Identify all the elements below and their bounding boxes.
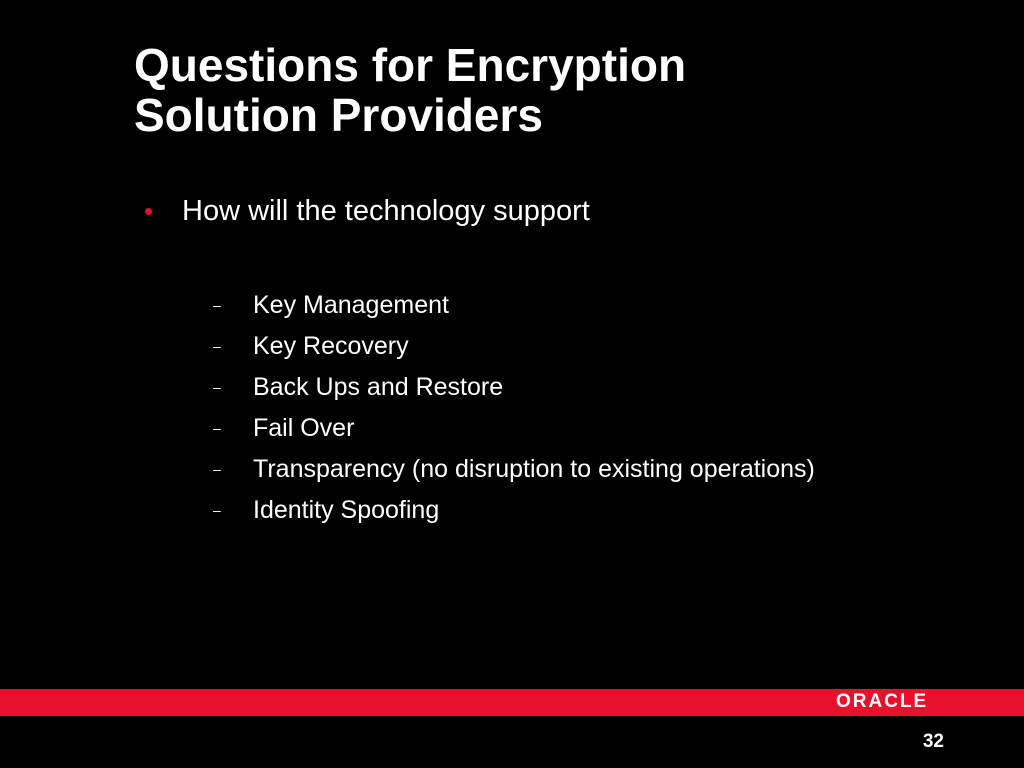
list-item-text: Back Ups and Restore xyxy=(253,373,504,401)
list-item-text: Transparency (no disruption to existing operations) xyxy=(253,455,815,483)
list-item xyxy=(213,326,815,367)
dash-bullet-icon: – xyxy=(213,379,221,395)
list-item xyxy=(213,367,815,408)
dash-bullet-icon: – xyxy=(213,338,221,354)
red-dot-bullet-icon: • xyxy=(144,196,154,226)
page-number: 32 xyxy=(922,731,944,752)
title-line-2: Solution Providers xyxy=(134,89,543,141)
list-item-text: Key Management xyxy=(253,291,449,319)
list-item-text: Identity Spoofing xyxy=(253,496,440,524)
list-item-text: Fail Over xyxy=(253,414,355,442)
dash-bullet-icon: – xyxy=(213,461,221,477)
list-item xyxy=(213,408,815,449)
dash-bullet-icon: – xyxy=(213,502,221,518)
title-line-1: Questions for Encryption xyxy=(134,39,687,91)
oracle-logo: ORACLE xyxy=(836,691,929,712)
main-bullet xyxy=(144,193,590,229)
subitem-list xyxy=(213,285,815,531)
list-item xyxy=(213,490,815,531)
main-bullet-text: How will the technology support xyxy=(182,195,590,227)
dash-bullet-icon: – xyxy=(213,420,221,436)
list-item xyxy=(213,449,815,490)
dash-bullet-icon: – xyxy=(213,297,221,313)
list-item-text: Key Recovery xyxy=(253,332,409,360)
slide-title xyxy=(134,40,954,140)
list-item xyxy=(213,285,815,326)
